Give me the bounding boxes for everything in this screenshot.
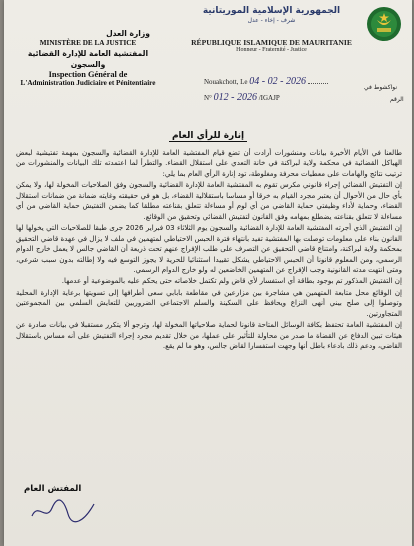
ministry-block	[18, 28, 158, 88]
number-label-ar: الرقم	[390, 96, 404, 103]
ministry-fr: MINISTÈRE DE LA JUSTICE	[39, 39, 137, 47]
number-value: 012 - 2026	[213, 92, 257, 103]
paragraph-1: إن التفتيش القضائي إجراء قانوني مكرس تقوم به المفتشية العامة للإدارة القضائية والسجون وفق الصلاحيات المخولة لها، ولا يمكن بأي حال من الأحوال أن يعتبر مجرد القيام به خرقا أو مساسا باستقلالية القضاء، بل هو في حقيقته وغايته ضمانة من ضمانات استقلال القضاء، وحماية لأداء وظيفتي حماية القاضي من أي لوم أو مساءلة تتعلق بقناعته مطلقا كما يضمن التفتيش حماية القاضي من أي مساءلة لا تتعلق بقناعته يضطلع بمهامه وفق القانون لتفتيش القضائي وتحقيق من الوقائع.	[16, 180, 402, 221]
signature-title: المفتش العام	[24, 484, 82, 494]
motto-ar: شرف - إخاء - عدل	[247, 17, 296, 24]
paragraph-3: إن التفتيش المذكور تم بوجود بطاقة أي استفسار لأي قاض ولم تكتمل خلاصاته حتى يحكم عليه بالموضوعية أو عدمها.	[61, 276, 402, 286]
republic-header	[179, 6, 364, 53]
date-line	[204, 76, 328, 87]
document-subject	[4, 131, 412, 141]
paragraph-4: إن الوقائع محل متابعة المتهمين هي مشاجرة بين مزارعين في مقاطعة بابابي سعى أطرافها إلى تسويتها برعاية الإدارة المحلية وتوصلوا إلى صلح بيني أنهى النزاع ويحافظ على السكينة والسلم الاجتماعي الضروريين للتعايش السلمي بين المجموعتين المتجاورتين.	[16, 287, 402, 318]
inspection-ar: المفتشية العامة للإدارة القضائية والسجون	[27, 49, 149, 69]
number-prefix: N°	[204, 94, 212, 102]
paragraph-2: إن التفتيش الذي أجرته المفتشية العامة للإدارة القضائية والسجون يوم الثلاثاء 03 فبراير 2026 جرى طبقا للصلاحيات التي يخولها لها القانون بناء على معلومات توصلت بها المفتشية تفيد بانتهاء فترة الحبس الاحتياطي لمتهمين في ملف لا يزال في عهدة قاضي التحقيق بمحكمة ولاية لبراكنة، وامتناع قاضي التحقيق عن التصرف على طلب الإفراج عنهم تحت ذريعة أن القاضي جالس لا يعمل خارج الدوام الرسمي، ومن المعلوم قانونا أن الحبس الاحتياطي يشكل تقييدا استثنائيا للحرية لا يجوز التوسع فيه ولا إطالته بدون سبب شرعي، ومتى انتهت مدته القانونية وجب الإفراج عن المتهمين الخاضعين له ولو خارج الدوام الرسمي.	[16, 223, 402, 274]
date-label-ar: نواكشوط في	[364, 84, 398, 91]
republic-title-fr: RÉPUBLIQUE ISLAMIQUE DE MAURITANIE	[191, 38, 352, 47]
inspection-fr-2: L'Administration Judiciaire et Pénitentiaire	[20, 79, 156, 87]
mauritania-emblem-icon	[366, 6, 402, 42]
paragraph-5: إن المفتشية العامة تحتفظ بكافة الوسائل المتاحة قانونا لحماية صلاحياتها المخولة لها، وترجو ألا يتكرر مستقبلا في بيانات صادرة عن هيئات تبين الدفاع عن القضاة ما صدر من محاولة للتأثير على عملها، من خلال تقديم مجرد إجراء التفتيش على أنه مساس باستقلال القاضي، ودعم ذلك بادعاء باطل أنها وجهت استفسارا لقاض جالس، وهو ما لم يقع.	[16, 320, 402, 351]
paragraph-intro: طالعنا في الأيام الأخيرة بيانات ومنشورات أرادت أن تضع قيام المفتشية العامة للإدارة القضائية والسجون بمهمة تفتيشية لبعض الهياكل القضائية في محكمة ولاية لبراكنة في خانة التعدي على استقلال القضاء. والتطرأ لما اعتمدته تلك البيانات والمنشورات من ترتيب نتائج والهامات على معطيات محرفة ومغلوطة، تود إنارة الرأي العام بما يلي:	[16, 148, 402, 178]
date-value: 04 - 02 - 2026	[249, 76, 306, 87]
motto-fr: Honneur - Fraternité - Justice	[236, 47, 307, 53]
subject-text: إنارة للرأي العام	[169, 131, 247, 142]
document-page	[4, 0, 412, 546]
inspection-fr-1: Inspection Général de	[48, 70, 128, 79]
ministry-ar: وزارة العدل	[106, 29, 150, 38]
republic-title-ar: الجمهورية الإسلامية الموريتانية	[202, 6, 341, 16]
date-prefix: Nouakchott, Le	[204, 78, 248, 86]
number-suffix: /IGAJP	[258, 94, 280, 102]
handwritten-signature-icon	[28, 496, 98, 526]
number-line	[204, 92, 280, 103]
document-body	[16, 148, 402, 353]
